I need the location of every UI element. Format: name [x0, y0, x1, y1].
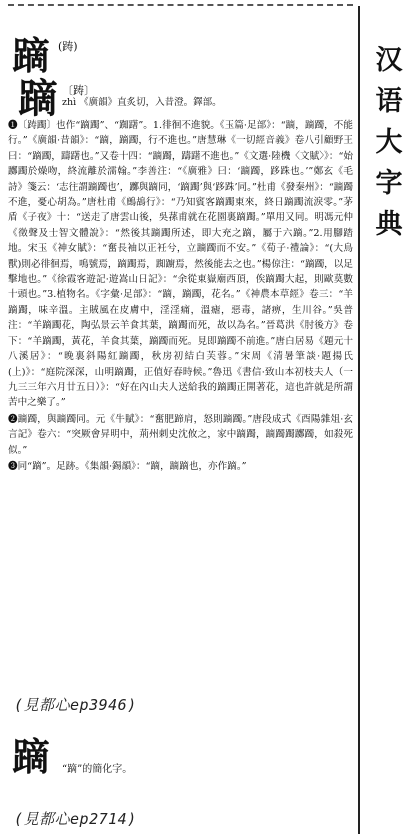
headword-top: 蹢 — [12, 33, 51, 78]
headword-main: 蹢 — [18, 75, 58, 122]
entry-body — [8, 118, 353, 475]
headword-main-ref: 〔踌〕 — [62, 84, 95, 97]
title-char: 典 — [375, 209, 403, 240]
title-char: 大 — [375, 127, 403, 158]
simplified-definition: “蹢”的簡化字。 — [62, 764, 133, 775]
handwritten-note: (見都心ep2714) — [14, 810, 137, 828]
column-divider — [358, 6, 360, 834]
title-char: 语 — [375, 86, 403, 117]
title-char: 汉 — [375, 45, 403, 76]
title-char: 字 — [375, 168, 403, 199]
sense-1: ❶〔踌躅〕也作“蹢躅”、“踟躇”。1.徘徊不進貌。《玉篇·足部》：“蹢，蹢躅，不能行。”《廣韻·昔韻》：“蹢，蹢躅，行不進也。”唐慧琳《一切經音義》卷八引顧野王曰：“蹢躅，躊躇也。”又卷十四：“蹢躅，躊躇不進也。”《文選·陸機〈文賦〉》：“始躑躅於燥吻，終流離於濡翰。”李善注：“《廣雅》曰：‘蹢躅，跢跦也。’”鄭玄《毛詩》箋云：‘志往謂蹢躅也’，躑與蹢同，‘蹢躅’與‘跢跦’同。”杜甫《發秦州》：“蹢躅不進，憂心胡為。”唐杜甫《鷓鴣行》：“乃知賓客蹢躅東來，終日蹢躅流淚零。”茅盾《子夜》十：“送走了唐雲山後，吳蓀甫就在花園裏蹢躅。”單用又同。明馮元仲《徵聲及士智文體說》：“然後其蹢躅所述，即大充之蹢，屬于六蹢。”2.用腳踏地。宋玉《神女賦》：“奮長袖以正衽兮，立蹢躅而不安。”《荀子·禮論》：“(大鳥獸)則必徘徊焉，鳴號焉，蹢躅焉，踟躕焉，然後能去之也。”楊倞注：“蹢躅，以足擊地也。”《徐霞客遊記·遊嵩山日記》：“余從東嶽廟西頂，俟蹢躅大起，則歐莫數十頭也。”3.植物名。《字彙·足部》：“蹢，蹢躅，花名。”《神農本草經》卷三：“羊蹢躅，味辛溫。主賊風在皮膚中，淫淫痛，溫瘧，惡毒，諸痹，生川谷。”吳普注：“羊蹢躅花，陶弘景云羊食其葉，蹢躅而死，故以為名。”晉葛洪《肘後方》卷下：“羊蹢躅，黃花，羊食其葉，蹢躅而死。見即蹢躅不前進。”唐白居易《題元十八溪居》：“晚裏斜陽紅蹢躅，秋房初結白芙蓉。”宋周《清暑筆談·題揚氏(上)》：“庭院深深，山明蹢躅，正值好春時候。”魯迅《書信·致山本初枝夫人（一九三三年六月廿五日）》：“好在內山夫人送給我的蹢躅正開著花，這也許就是所謂苦中之樂了。” — [8, 120, 353, 409]
vertical-page-title — [370, 40, 408, 245]
handwritten-note: (見都心ep3946) — [14, 696, 137, 714]
sense-2: ❷蹢躅，與蹢躅同。元《牛賦》：“奮肥蹄肩，怒則蹢躅。”唐段成式《酉陽雜俎·玄言記》卷六：“突厥會昇明中，荊州刺史沈攸之，家中蹢躅，蹢躅躅躑躅，如殺死似。” — [8, 413, 353, 456]
top-dashed-rule — [8, 4, 353, 6]
sense-3: ❸同“蹢”。足跡。《集韻·錫韻》：“蹢，蹢蹢也，亦作蹢。” — [8, 460, 247, 472]
headword-top-ref: (踌) — [58, 40, 78, 53]
pronunciation-line: zhì 《廣韻》直炙切，入昔澄。鐸部。 — [62, 97, 222, 108]
headword-simplified: 蹢 — [12, 734, 51, 779]
